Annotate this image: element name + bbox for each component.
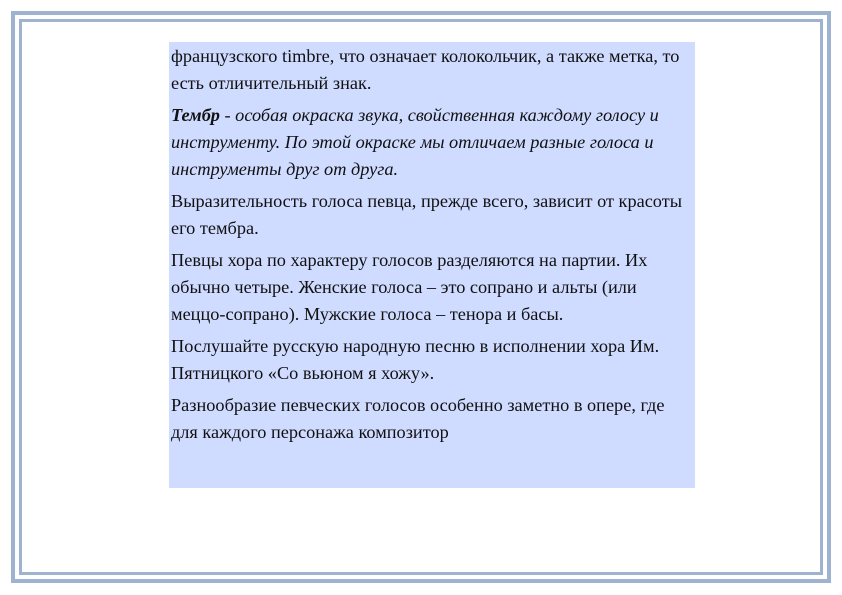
paragraph-choir-parts: Певцы хора по характеру голосов разделяются на партии. Их обычно четыре. Женские голоса – это сопрано и альты (или меццо-сопрано). Мужские голоса – тенора и басы. bbox=[171, 250, 648, 324]
definition-text: - особая окраска звука, свойственная каждому голосу и инструменту. По этой окраске мы отличаем разные голоса и инструменты друг от друга. bbox=[171, 105, 659, 179]
text-box bbox=[169, 42, 695, 488]
paragraph-voice-expressiveness: Выразительность голоса певца, прежде всего, зависит от красоты его тембра. bbox=[171, 191, 682, 238]
paragraph-listen-song: Послушайте русскую народную песню в исполнении хора Им. Пятницкого «Со вьюном я хожу». bbox=[171, 336, 660, 383]
term-timbre: Тембр bbox=[171, 105, 220, 125]
paragraph-opera-voices: Разнообразие певческих голосов особенно заметно в опере, где для каждого персонажа композитор bbox=[171, 395, 665, 442]
paragraph-timbre-definition bbox=[171, 102, 693, 183]
paragraph-timbre-origin: французского timbre, что означает колокольчик, а также метка, то есть отличительный знак. bbox=[171, 46, 680, 93]
